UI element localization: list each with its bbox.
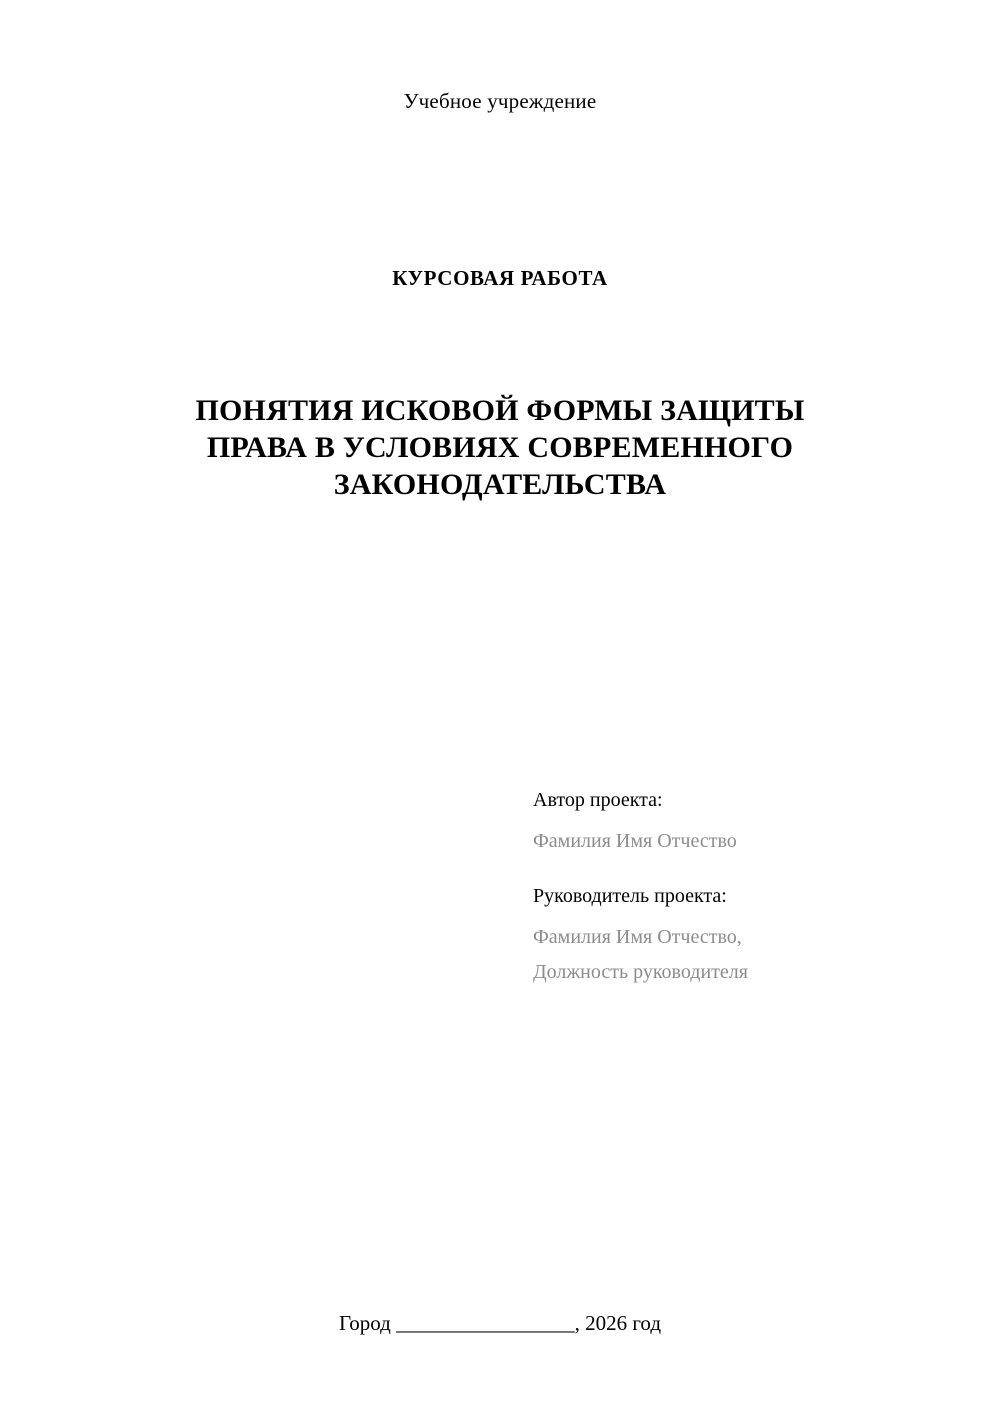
author-label: Автор проекта: — [533, 789, 663, 811]
credits-block — [533, 786, 933, 987]
supervisor-group — [533, 882, 933, 987]
institution-name: Учебное учреждение — [403, 89, 597, 113]
supervisor-label: Руководитель проекта: — [533, 885, 727, 907]
author-group — [533, 786, 933, 856]
author-value: Фамилия Имя Отчество — [533, 830, 737, 852]
supervisor-name: Фамилия Имя Отчество, — [533, 926, 742, 948]
page-title: ПОНЯТИЯ ИСКОВОЙ ФОРМЫ ЗАЩИТЫ ПРАВА В УСЛОВИЯХ СОВРЕМЕННОГО ЗАКОНОДАТЕЛЬСТВА — [195, 394, 805, 502]
supervisor-position: Должность руководителя — [533, 961, 748, 983]
work-type-heading: КУРСОВАЯ РАБОТА — [392, 266, 608, 290]
city-year-footer: Город _________________, 2026 год — [338, 1311, 662, 1335]
